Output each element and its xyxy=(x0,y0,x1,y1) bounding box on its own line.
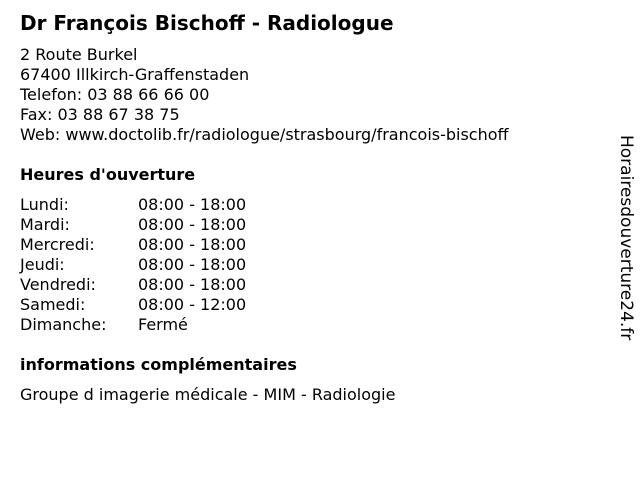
hours-row-tuesday xyxy=(20,215,610,235)
hours-day: Dimanche: xyxy=(20,315,107,334)
site-brand-vertical xyxy=(612,135,636,375)
hours-day: Vendredi: xyxy=(20,275,96,294)
hours-row-wednesday xyxy=(20,235,610,255)
hours-day: Mercredi: xyxy=(20,235,95,254)
hours-time: 08:00 - 18:00 xyxy=(138,215,247,234)
website-link[interactable]: Web: www.doctolib.fr/radiologue/strasbourg/francois-bischoff xyxy=(20,125,509,144)
hours-day: Jeudi: xyxy=(20,255,65,274)
fax-number: Fax: 03 88 67 38 75 xyxy=(20,105,180,124)
business-card xyxy=(20,10,610,405)
hours-time: 08:00 - 18:00 xyxy=(138,255,247,274)
hours-day: Samedi: xyxy=(20,295,86,314)
hours-time: 08:00 - 12:00 xyxy=(138,295,247,314)
hours-row-thursday xyxy=(20,255,610,275)
hours-day: Lundi: xyxy=(20,195,69,214)
hours-row-friday xyxy=(20,275,610,295)
opening-hours-list xyxy=(20,195,610,335)
hours-time: 08:00 - 18:00 xyxy=(138,275,247,294)
hours-row-sunday xyxy=(20,315,610,335)
site-brand-text: Horairesdouverture24.fr xyxy=(616,135,636,341)
hours-time: 08:00 - 18:00 xyxy=(138,195,247,214)
business-name: Dr François Bischoff - Radiologue xyxy=(20,11,394,35)
hours-time: Fermé xyxy=(138,315,188,334)
address-street: 2 Route Burkel xyxy=(20,45,138,64)
address-city: 67400 Illkirch-Graffenstaden xyxy=(20,65,250,84)
hours-row-saturday xyxy=(20,295,610,315)
additional-info-heading: informations complémentaires xyxy=(20,355,297,374)
contact-block xyxy=(20,45,610,145)
opening-hours-heading: Heures d'ouverture xyxy=(20,165,196,184)
phone-number: Telefon: 03 88 66 66 00 xyxy=(20,85,210,104)
additional-info-text: Groupe d imagerie médicale - MIM - Radiologie xyxy=(20,385,396,404)
hours-time: 08:00 - 18:00 xyxy=(138,235,247,254)
hours-row-monday xyxy=(20,195,610,215)
hours-day: Mardi: xyxy=(20,215,70,234)
